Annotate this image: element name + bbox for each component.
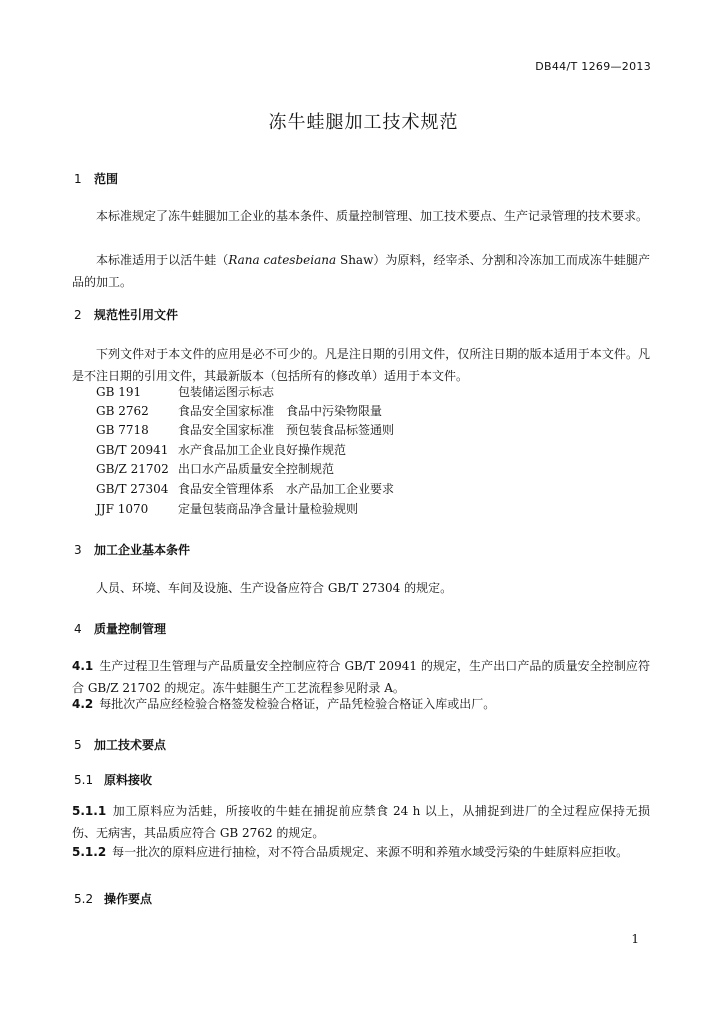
- section-4-number: 4: [74, 622, 82, 636]
- reference-item: GB/T 27304 食品安全管理体系 水产品加工企业要求: [96, 482, 395, 496]
- subsection-5-2-number: 5.2: [74, 892, 94, 906]
- section-1-heading: [74, 170, 118, 187]
- scope-text-post: Shaw）为原料，经宰杀、分割和冷冻加工而成冻牛蛙腿产品的加工。: [72, 253, 650, 289]
- clause-5-1-1-number: 5.1.1: [72, 804, 107, 818]
- subsection-5-2-heading: [74, 890, 152, 907]
- scope-text-pre: 本标准适用于以活牛蛙（: [96, 253, 229, 267]
- section-1-title: 范围: [94, 172, 119, 186]
- section-3-paragraph-1: 人员、环境、车间及设施、生产设备应符合 GB/T 27304 的规定。: [96, 581, 453, 595]
- subsection-5-2-title: 操作要点: [104, 892, 153, 906]
- clause-5-1-2: [72, 841, 650, 863]
- section-2-number: 2: [74, 308, 82, 322]
- section-3-heading: [74, 541, 190, 558]
- document-title: 冻牛蛙腿加工技术规范: [268, 112, 459, 133]
- clause-5-1-1: [72, 800, 650, 844]
- section-5-number: 5: [74, 738, 82, 752]
- reference-item: JJF 1070 定量包装商品净含量计量检验规则: [96, 502, 359, 516]
- section-2-heading: [74, 306, 178, 323]
- reference-item: GB 7718 食品安全国家标准 预包装食品标签通则: [96, 423, 395, 437]
- section-2-paragraph-1: 下列文件对于本文件的应用是必不可少的。凡是注日期的引用文件，仅所注日期的版本适用于本文件。凡是不注日期的引用文件，其最新版本（包括所有的修改单）适用于本文件。: [72, 347, 650, 383]
- reference-item: GB/T 20941 水产食品加工企业良好操作规范: [96, 443, 347, 457]
- clause-4-1-number: 4.1: [72, 659, 94, 673]
- subsection-5-1-title: 原料接收: [104, 773, 153, 787]
- clause-4-1-text: 生产过程卫生管理与产品质量安全控制应符合 GB/T 20941 的规定，生产出口产品的质量安全控制应符合 GB/Z 21702 的规定。冻牛蛙腿生产工艺流程参见附录 A。: [72, 659, 650, 695]
- subsection-5-1-number: 5.1: [74, 773, 94, 787]
- page-number: 1: [631, 932, 639, 946]
- section-1-paragraph-1: 本标准规定了冻牛蛙腿加工企业的基本条件、质量控制管理、加工技术要点、生产记录管理的技术要求。: [96, 209, 649, 223]
- section-2-title: 规范性引用文件: [94, 308, 179, 322]
- clause-5-1-1-text: 加工原料应为活蛙，所接收的牛蛙在捕捉前应禁食 24 h 以上，从捕捉到进厂的全过程应保持无损伤、无病害，其品质应符合 GB 2762 的规定。: [72, 804, 650, 840]
- clause-4-2-number: 4.2: [72, 697, 94, 711]
- clause-4-2-text: 每批次产品应经检验合格签发检验合格证，产品凭检验合格证入库或出厂。: [99, 697, 496, 711]
- clause-5-1-2-number: 5.1.2: [72, 845, 107, 859]
- reference-item: GB/Z 21702 出口水产品质量安全控制规范: [96, 462, 335, 476]
- section-5-heading: [74, 736, 166, 753]
- document-id: DB44/T 1269—2013: [535, 60, 651, 73]
- clause-5-1-2-text: 每一批次的原料应进行抽检，对不符合品质规定、来源不明和养殖水域受污染的牛蛙原料应拒收。: [112, 845, 629, 859]
- section-1-paragraph-2: [72, 249, 650, 293]
- reference-item: GB 2762 食品安全国家标准 食品中污染物限量: [96, 404, 383, 418]
- reference-item: GB 191 包装储运图示标志: [96, 385, 275, 399]
- section-5-title: 加工技术要点: [94, 738, 167, 752]
- section-4-title: 质量控制管理: [94, 622, 167, 636]
- section-3-title: 加工企业基本条件: [94, 543, 191, 557]
- section-1-number: 1: [74, 172, 82, 186]
- clause-4-2: [72, 693, 650, 715]
- section-4-heading: [74, 620, 166, 637]
- subsection-5-1-heading: [74, 771, 152, 788]
- latin-species-name: Rana catesbeiana: [228, 253, 337, 267]
- section-3-number: 3: [74, 543, 82, 557]
